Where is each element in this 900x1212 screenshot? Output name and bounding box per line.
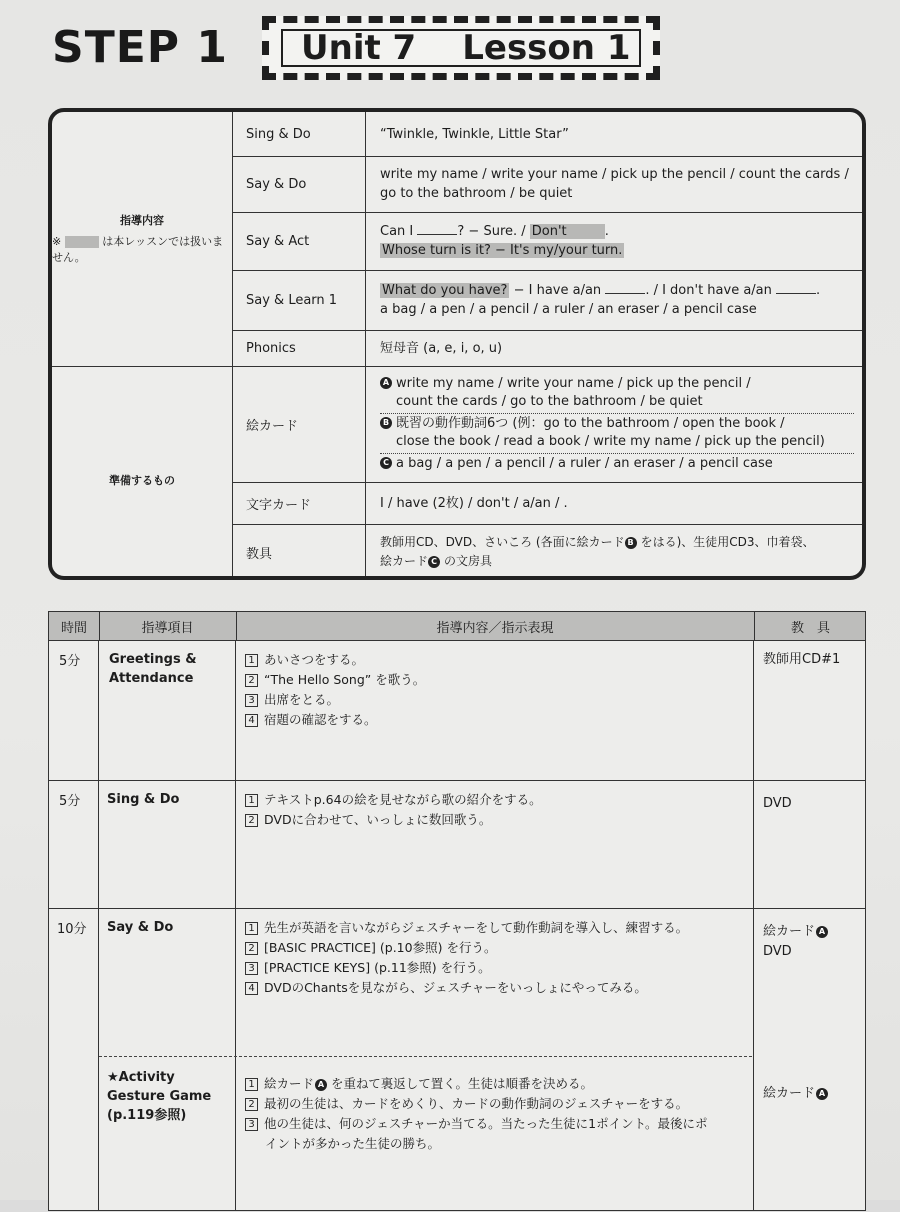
row-content (366, 156, 854, 212)
blank-line (571, 234, 603, 235)
lesson-plan-table (48, 611, 866, 1211)
blank-line (605, 293, 645, 294)
content-line (380, 533, 854, 552)
content-line: I / have (2枚) / don't / a/an / . (380, 495, 568, 511)
badge-c-icon: C (428, 556, 440, 568)
content-line: 既習の動作動詞6つ (例：go to the bathroom / open the book / (396, 415, 785, 431)
step-number: 3 (245, 1118, 258, 1131)
item-line: ★Activity (107, 1070, 175, 1085)
content-line: “Twinkle, Twinkle, Little Star” (380, 126, 569, 142)
card-group-a (380, 375, 854, 412)
step-text: 先生が英語を言いながらジェスチャーをして動作動詞を導入し、練習する。 (264, 920, 689, 935)
step-text: DVDのChantsを見ながら、ジェスチャーをいっしょにやってみる。 (264, 980, 647, 995)
step-text: [BASIC PRACTICE] (p.10参照) を行う。 (264, 940, 497, 955)
unit-lesson-inner (281, 29, 641, 67)
steps-cell (245, 790, 542, 830)
badge-a-icon: A (816, 1088, 828, 1100)
material-item: 教師用CD#1 (763, 652, 841, 667)
row-content (366, 482, 854, 524)
header-divider (754, 612, 755, 640)
row-content (366, 112, 854, 156)
item-line: Gesture Game (107, 1089, 212, 1104)
row-content (366, 330, 854, 366)
steps-cell (245, 650, 425, 730)
content-line (380, 281, 854, 300)
step-number: 2 (245, 942, 258, 955)
text-fragment: . (604, 224, 609, 239)
header-divider (99, 612, 100, 640)
row-label: Say & Learn 1 (232, 270, 366, 330)
shidou-category (52, 112, 233, 367)
text-fragment: ? − Sure. / (457, 224, 526, 239)
materials-cell (763, 650, 840, 670)
item-line: (p.119参照) (107, 1108, 187, 1123)
badge-a-icon: A (816, 926, 828, 938)
material-item: DVD (763, 944, 792, 959)
shidou-note (52, 234, 232, 266)
content-line (380, 552, 854, 571)
steps-cell (245, 918, 688, 998)
badge-b-icon: B (625, 537, 637, 549)
item-line: Attendance (109, 671, 194, 686)
step-number: 2 (245, 674, 258, 687)
step-title: STEP 1 (52, 22, 228, 73)
step-number: 2 (245, 814, 258, 827)
step-text: DVDに合わせて、いっしょに数回歌う。 (264, 812, 492, 827)
step-text: イントが多かった生徒の勝ち。 (265, 1136, 441, 1151)
row-label: Say & Act (232, 212, 366, 270)
row-label: Phonics (232, 330, 366, 366)
step-text: 絵カード (264, 1076, 315, 1091)
table-header (49, 612, 865, 641)
badge-b-icon: B (380, 417, 392, 429)
step-text: 最初の生徒は、カードをめくり、カードの動作動詞のジェスチャーをする。 (264, 1096, 689, 1111)
text-fragment: 絵カード (380, 554, 429, 568)
unit-lesson-box (262, 16, 660, 80)
table-row (49, 908, 865, 1212)
header-item: 指導項目 (141, 620, 194, 636)
card-group-c (380, 455, 854, 474)
step-number: 2 (245, 1098, 258, 1111)
header-time: 時間 (60, 620, 87, 636)
row-content (366, 366, 854, 482)
content-line: close the book / read a book / write my name / pick up the pencil) (396, 434, 825, 450)
highlighted-text: What do you have? (382, 283, 508, 298)
header-materials: 教 具 (790, 620, 830, 636)
highlighted-text: Whose turn is it? − It's my/your turn. (382, 243, 623, 258)
content-line: 短母音 (a, e, i, o, u) (380, 340, 503, 356)
time-cell: 5分 (59, 654, 81, 669)
material-item: DVD (763, 796, 792, 811)
content-line: count the cards / go to the bathroom / be quiet (396, 394, 703, 410)
note-prefix: ※ (52, 235, 62, 248)
row-content (366, 212, 854, 270)
junbi-label: 準備するもの (109, 474, 175, 487)
note-text: は本レッスンでは扱いません。 (52, 235, 224, 264)
item-line: Greetings & (109, 652, 197, 667)
highlight-swatch (65, 236, 99, 248)
item-line: Say & Do (107, 920, 174, 935)
content-line: go to the bathroom / be quiet (380, 186, 573, 201)
shidou-label: 指導内容 (120, 214, 164, 227)
step-text: テキストp.64の絵を見せながら歌の紹介をする。 (264, 792, 542, 807)
text-fragment: . / I don't have a/an (645, 283, 772, 298)
header-divider (236, 612, 237, 640)
content-line (380, 241, 854, 260)
materials-cell (763, 794, 792, 814)
content-line: write my name / write your name / pick up the pencil / count the cards / (380, 167, 849, 182)
text-fragment: をはる)、生徒用CD3、巾着袋、 (640, 535, 815, 549)
item-cell (107, 790, 180, 809)
table-row (49, 640, 865, 781)
step-text: [PRACTICE KEYS] (p.11参照) を行う。 (264, 960, 491, 975)
activity-item-cell (107, 1068, 211, 1125)
item-line: Sing & Do (107, 792, 180, 807)
table-row (49, 780, 865, 909)
text-fragment: 教師用CD、DVD、さいころ (各面に絵カード (380, 535, 625, 549)
lesson-content-table (48, 108, 866, 580)
content-line (380, 222, 854, 241)
text-fragment: . (816, 283, 821, 298)
step-number: 4 (245, 982, 258, 995)
step-text: “The Hello Song” を歌う。 (264, 672, 426, 687)
text-fragment: Don't (531, 224, 567, 239)
row-label: 絵カード (232, 366, 366, 482)
time-cell: 10分 (57, 922, 87, 937)
activity-materials-cell (763, 1084, 832, 1104)
time-cell: 5分 (59, 794, 81, 809)
step-number: 3 (245, 694, 258, 707)
step-number: 1 (245, 922, 258, 935)
dotted-divider (380, 453, 854, 454)
content-line: a bag / a pen / a pencil / a ruler / an eraser / a pencil case (380, 302, 757, 317)
badge-a-icon: A (315, 1079, 327, 1091)
material-item: 絵カード (763, 924, 816, 939)
step-text: 宿題の確認をする。 (264, 712, 377, 727)
row-label: 文字カード (232, 482, 366, 524)
badge-a-icon: A (380, 377, 392, 389)
header-content: 指導内容／指示表現 (436, 620, 554, 636)
material-item: 絵カード (763, 1086, 816, 1101)
content-line: write my name / write your name / pick up the pencil / (396, 375, 751, 391)
junbi-category (52, 366, 233, 580)
dashed-divider (99, 1056, 752, 1057)
text-fragment: の文房具 (444, 554, 493, 568)
row-label: Say & Do (232, 156, 366, 212)
step-text: 出席をとる。 (264, 692, 340, 707)
item-cell (109, 650, 197, 688)
row-label: 教具 (232, 524, 366, 580)
step-text: を重ねて裏返して置く。生徒は順番を決める。 (331, 1076, 593, 1091)
unit-label: Unit 7 (301, 28, 417, 68)
text-fragment: Can I (380, 224, 414, 239)
step-text: 他の生徒は、何のジェスチャーか当てる。当たった生徒に1ポイント。最後にポ (264, 1116, 708, 1131)
text-fragment: − I have a/an (513, 283, 602, 298)
blank-line (417, 234, 457, 235)
lesson-label: Lesson 1 (462, 28, 631, 68)
content-line: a bag / a pen / a pencil / a ruler / an eraser / a pencil case (396, 455, 773, 471)
row-content (366, 270, 854, 330)
item-cell (107, 918, 173, 937)
step-number: 1 (245, 1078, 258, 1091)
highlighted-text (530, 224, 605, 239)
card-group-b (380, 415, 854, 452)
step-number: 1 (245, 794, 258, 807)
activity-steps-cell (245, 1074, 707, 1154)
step-text: あいさつをする。 (264, 652, 365, 667)
dotted-divider (380, 413, 854, 414)
badge-c-icon: C (380, 457, 392, 469)
materials-cell (763, 922, 832, 962)
row-content (366, 524, 854, 580)
row-label: Sing & Do (232, 112, 366, 156)
step-number: 1 (245, 654, 258, 667)
step-number: 4 (245, 714, 258, 727)
blank-line (776, 293, 816, 294)
step-number: 3 (245, 962, 258, 975)
